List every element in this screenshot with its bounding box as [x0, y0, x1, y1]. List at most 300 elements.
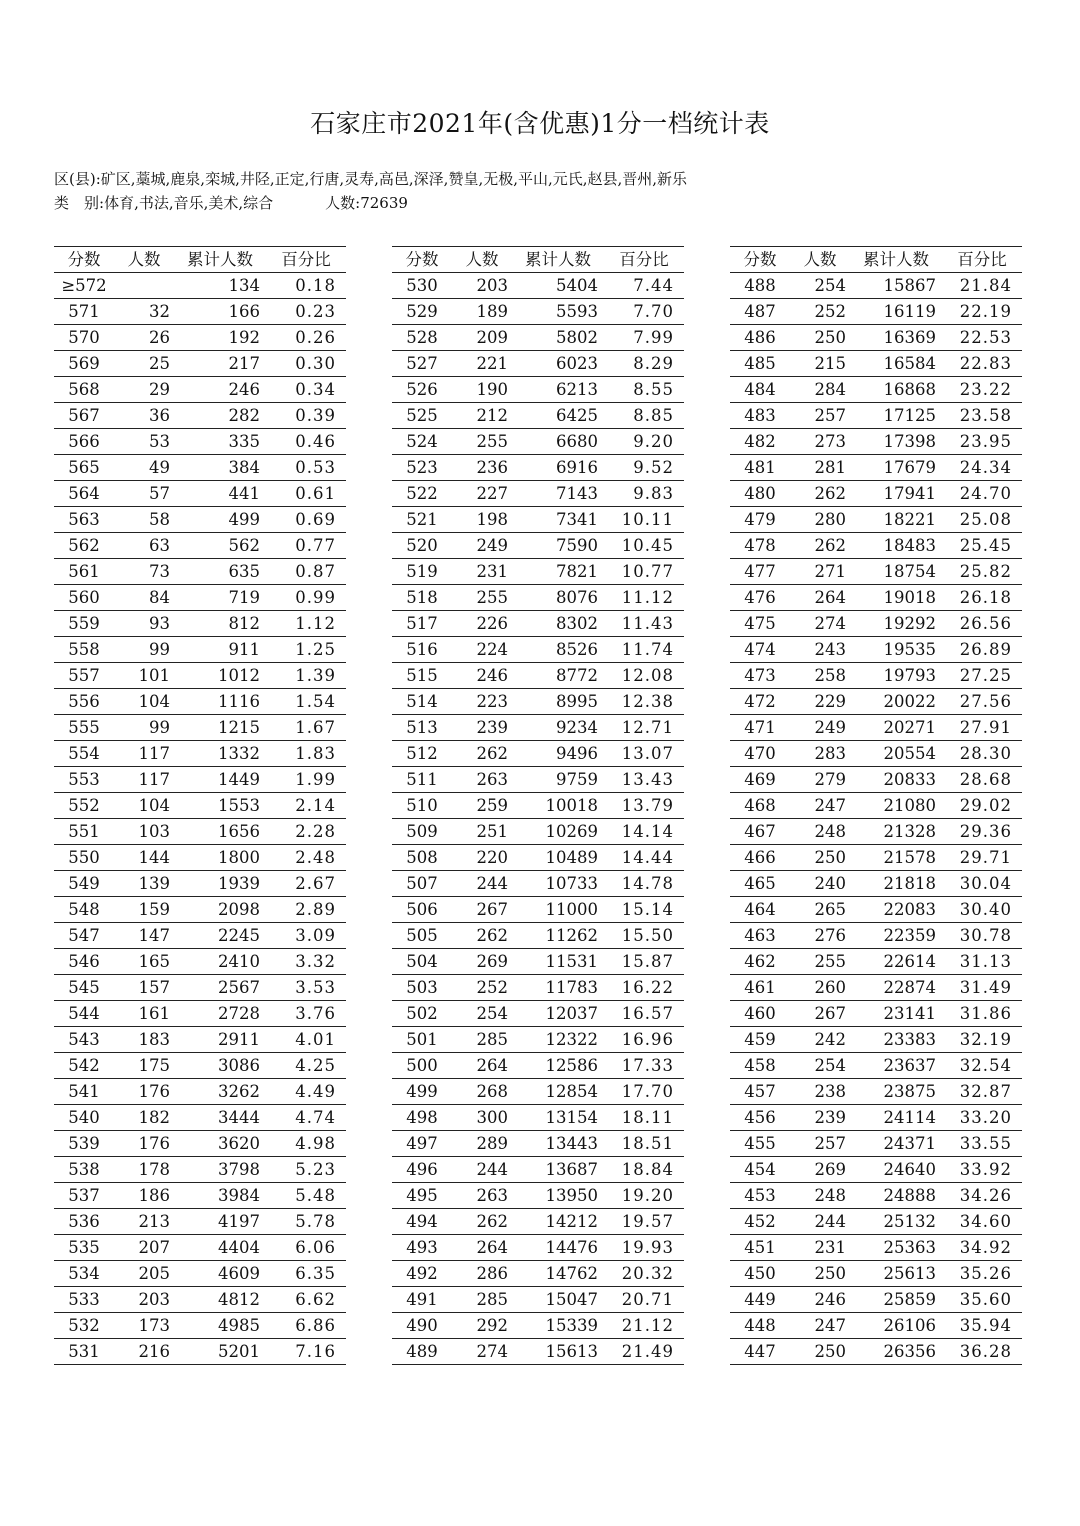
table-row: [730, 1261, 1022, 1287]
cumulative-cell: 3086: [174, 1053, 266, 1079]
score-cell: 549: [54, 871, 114, 897]
count-cell: 259: [452, 793, 512, 819]
count-cell: 176: [114, 1079, 174, 1105]
count-cell: 198: [452, 507, 512, 533]
percent-cell: 29.36: [942, 819, 1022, 845]
cumulative-cell: 5201: [174, 1339, 266, 1365]
cumulative-cell: 2728: [174, 1001, 266, 1027]
count-cell: 213: [114, 1209, 174, 1235]
cumulative-cell: 25363: [850, 1235, 942, 1261]
table-row: [392, 1209, 684, 1235]
count-cell: 139: [114, 871, 174, 897]
score-cell: 546: [54, 949, 114, 975]
count-cell: 203: [452, 273, 512, 299]
cumulative-cell: 25613: [850, 1261, 942, 1287]
cumulative-cell: 335: [174, 429, 266, 455]
table-row: [54, 637, 346, 663]
percent-cell: 8.85: [604, 403, 684, 429]
table-row: [392, 1157, 684, 1183]
header-count: 人数: [114, 247, 174, 273]
cumulative-cell: 24888: [850, 1183, 942, 1209]
score-cell: 448: [730, 1313, 790, 1339]
score-cell: 469: [730, 767, 790, 793]
percent-cell: 1.99: [266, 767, 346, 793]
count-cell: 262: [452, 1209, 512, 1235]
score-cell: 483: [730, 403, 790, 429]
percent-cell: 13.07: [604, 741, 684, 767]
count-cell: 260: [790, 975, 850, 1001]
score-cell: 529: [392, 299, 452, 325]
score-cell: 540: [54, 1105, 114, 1131]
percent-cell: 6.06: [266, 1235, 346, 1261]
percent-cell: 1.25: [266, 637, 346, 663]
header-cumulative: 累计人数: [512, 247, 604, 273]
table-row: [54, 1287, 346, 1313]
count-cell: 63: [114, 533, 174, 559]
cumulative-cell: 23383: [850, 1027, 942, 1053]
table-row: [392, 689, 684, 715]
count-cell: 248: [790, 1183, 850, 1209]
score-cell: 510: [392, 793, 452, 819]
count-cell: 269: [790, 1157, 850, 1183]
table-row: [392, 611, 684, 637]
count-cell: 99: [114, 715, 174, 741]
percent-cell: 31.13: [942, 949, 1022, 975]
cumulative-cell: 7590: [512, 533, 604, 559]
table-row: [54, 949, 346, 975]
table-row: [54, 1183, 346, 1209]
percent-cell: 5.48: [266, 1183, 346, 1209]
cumulative-cell: 2567: [174, 975, 266, 1001]
count-cell: 73: [114, 559, 174, 585]
count-cell: 254: [790, 273, 850, 299]
score-cell: 548: [54, 897, 114, 923]
score-cell: 458: [730, 1053, 790, 1079]
table-row: [54, 741, 346, 767]
percent-cell: 28.68: [942, 767, 1022, 793]
cumulative-cell: 17941: [850, 481, 942, 507]
cumulative-cell: 8526: [512, 637, 604, 663]
percent-cell: 25.45: [942, 533, 1022, 559]
count-cell: 265: [790, 897, 850, 923]
score-cell: 527: [392, 351, 452, 377]
score-cell: 568: [54, 377, 114, 403]
score-cell: 534: [54, 1261, 114, 1287]
score-cell: 473: [730, 663, 790, 689]
percent-cell: 4.01: [266, 1027, 346, 1053]
table-row: [54, 481, 346, 507]
table-row: [730, 949, 1022, 975]
table-row: [54, 273, 346, 299]
percent-cell: 12.08: [604, 663, 684, 689]
table-row: [54, 1105, 346, 1131]
cumulative-cell: 6425: [512, 403, 604, 429]
score-cell: 447: [730, 1339, 790, 1365]
count-cell: 29: [114, 377, 174, 403]
count-cell: 262: [452, 741, 512, 767]
percent-cell: 17.33: [604, 1053, 684, 1079]
table-row: [392, 637, 684, 663]
percent-cell: 18.84: [604, 1157, 684, 1183]
percent-cell: 22.53: [942, 325, 1022, 351]
count-cell: 84: [114, 585, 174, 611]
score-cell: 556: [54, 689, 114, 715]
score-cell: 474: [730, 637, 790, 663]
table-row: [392, 1105, 684, 1131]
table-row: [730, 793, 1022, 819]
cumulative-cell: 13154: [512, 1105, 604, 1131]
cumulative-cell: 4985: [174, 1313, 266, 1339]
cumulative-cell: 384: [174, 455, 266, 481]
table-row: [54, 897, 346, 923]
score-cell: 503: [392, 975, 452, 1001]
count-cell: 215: [790, 351, 850, 377]
count-cell: 255: [452, 585, 512, 611]
count-cell: 58: [114, 507, 174, 533]
header-count: 人数: [452, 247, 512, 273]
table-row: [392, 325, 684, 351]
score-cell: 567: [54, 403, 114, 429]
score-cell: 525: [392, 403, 452, 429]
percent-cell: 25.82: [942, 559, 1022, 585]
cumulative-cell: 8995: [512, 689, 604, 715]
score-cell: 452: [730, 1209, 790, 1235]
table-row: [730, 715, 1022, 741]
cumulative-cell: 6213: [512, 377, 604, 403]
cumulative-cell: 9496: [512, 741, 604, 767]
count-cell: 276: [790, 923, 850, 949]
percent-cell: 0.87: [266, 559, 346, 585]
table-row: [54, 871, 346, 897]
score-cell: 552: [54, 793, 114, 819]
cumulative-cell: 20022: [850, 689, 942, 715]
score-cell: 538: [54, 1157, 114, 1183]
score-cell: 530: [392, 273, 452, 299]
count-cell: 220: [452, 845, 512, 871]
table-row: [54, 1235, 346, 1261]
percent-cell: 13.79: [604, 793, 684, 819]
count-value: 72639: [360, 194, 408, 212]
table-row: [392, 1287, 684, 1313]
percent-cell: 16.22: [604, 975, 684, 1001]
percent-cell: 1.39: [266, 663, 346, 689]
count-cell: 183: [114, 1027, 174, 1053]
score-cell: 536: [54, 1209, 114, 1235]
percent-cell: 32.87: [942, 1079, 1022, 1105]
score-cell: 522: [392, 481, 452, 507]
percent-cell: 11.12: [604, 585, 684, 611]
percent-cell: 7.44: [604, 273, 684, 299]
count-cell: 243: [790, 637, 850, 663]
count-cell: 236: [452, 455, 512, 481]
percent-cell: 0.18: [266, 273, 346, 299]
cumulative-cell: 17679: [850, 455, 942, 481]
cumulative-cell: 21578: [850, 845, 942, 871]
cumulative-cell: 3262: [174, 1079, 266, 1105]
count-cell: 257: [790, 1131, 850, 1157]
table-row: [730, 325, 1022, 351]
cumulative-cell: 26106: [850, 1313, 942, 1339]
cumulative-cell: 2911: [174, 1027, 266, 1053]
table-row: [54, 455, 346, 481]
table-row: [392, 871, 684, 897]
score-cell: 465: [730, 871, 790, 897]
score-cell: 496: [392, 1157, 452, 1183]
percent-cell: 10.77: [604, 559, 684, 585]
percent-cell: 27.91: [942, 715, 1022, 741]
score-cell: 495: [392, 1183, 452, 1209]
cumulative-cell: 19793: [850, 663, 942, 689]
cumulative-cell: 12037: [512, 1001, 604, 1027]
count-cell: 240: [790, 871, 850, 897]
cumulative-cell: 12586: [512, 1053, 604, 1079]
cumulative-cell: 4609: [174, 1261, 266, 1287]
score-cell: 508: [392, 845, 452, 871]
score-cell: 455: [730, 1131, 790, 1157]
table-row: [392, 767, 684, 793]
percent-cell: 34.26: [942, 1183, 1022, 1209]
cumulative-cell: 1553: [174, 793, 266, 819]
table-row: [730, 1157, 1022, 1183]
table-row: [392, 897, 684, 923]
count-cell: 244: [452, 1157, 512, 1183]
cumulative-cell: 16369: [850, 325, 942, 351]
cumulative-cell: 24371: [850, 1131, 942, 1157]
score-cell: 468: [730, 793, 790, 819]
table-row: [392, 793, 684, 819]
count-cell: 250: [790, 325, 850, 351]
table-row: [730, 507, 1022, 533]
table-row: [730, 1131, 1022, 1157]
score-cell: 511: [392, 767, 452, 793]
percent-cell: 0.53: [266, 455, 346, 481]
score-cell: 533: [54, 1287, 114, 1313]
cumulative-cell: 3984: [174, 1183, 266, 1209]
cumulative-cell: 24640: [850, 1157, 942, 1183]
header-percent: 百分比: [266, 247, 346, 273]
table-row: [54, 559, 346, 585]
score-cell: 539: [54, 1131, 114, 1157]
score-cell: 457: [730, 1079, 790, 1105]
score-cell: 561: [54, 559, 114, 585]
cumulative-cell: 12854: [512, 1079, 604, 1105]
cumulative-cell: 166: [174, 299, 266, 325]
header-cumulative: 累计人数: [174, 247, 266, 273]
count-cell: 147: [114, 923, 174, 949]
count-cell: 103: [114, 819, 174, 845]
table-row: [54, 923, 346, 949]
table-row: [392, 1053, 684, 1079]
score-cell: 501: [392, 1027, 452, 1053]
cumulative-cell: 8076: [512, 585, 604, 611]
count-cell: 209: [452, 325, 512, 351]
percent-cell: 23.58: [942, 403, 1022, 429]
count-cell: 257: [790, 403, 850, 429]
percent-cell: 30.40: [942, 897, 1022, 923]
table-row: [730, 923, 1022, 949]
score-cell: 460: [730, 1001, 790, 1027]
cumulative-cell: 217: [174, 351, 266, 377]
count-cell: 32: [114, 299, 174, 325]
score-cell: 565: [54, 455, 114, 481]
cumulative-cell: 17398: [850, 429, 942, 455]
percent-cell: 26.89: [942, 637, 1022, 663]
table-row: [54, 1131, 346, 1157]
percent-cell: 13.43: [604, 767, 684, 793]
page-title: 石家庄市2021年(含优惠)1分一档统计表: [310, 109, 770, 138]
table-row: [392, 455, 684, 481]
table-row: [730, 1053, 1022, 1079]
cumulative-cell: 282: [174, 403, 266, 429]
count-cell: 255: [452, 429, 512, 455]
cumulative-cell: 14476: [512, 1235, 604, 1261]
score-cell: 524: [392, 429, 452, 455]
count-cell: 159: [114, 897, 174, 923]
percent-cell: 16.57: [604, 1001, 684, 1027]
score-cell: 470: [730, 741, 790, 767]
table-row: [54, 325, 346, 351]
table-row: [730, 429, 1022, 455]
table-row: [730, 1235, 1022, 1261]
table-row: [392, 1001, 684, 1027]
cumulative-cell: 2410: [174, 949, 266, 975]
cumulative-cell: 12322: [512, 1027, 604, 1053]
cumulative-cell: 18483: [850, 533, 942, 559]
score-cell: 515: [392, 663, 452, 689]
percent-cell: 18.51: [604, 1131, 684, 1157]
percent-cell: 12.71: [604, 715, 684, 741]
count-cell: 262: [790, 481, 850, 507]
table-row: [730, 819, 1022, 845]
percent-cell: 5.78: [266, 1209, 346, 1235]
count-cell: 289: [452, 1131, 512, 1157]
cumulative-cell: 21328: [850, 819, 942, 845]
count-cell: 229: [790, 689, 850, 715]
count-cell: 262: [452, 923, 512, 949]
count-cell: 175: [114, 1053, 174, 1079]
percent-cell: 0.99: [266, 585, 346, 611]
percent-cell: 0.77: [266, 533, 346, 559]
cumulative-cell: 1656: [174, 819, 266, 845]
count-cell: 157: [114, 975, 174, 1001]
count-cell: 262: [790, 533, 850, 559]
percent-cell: 10.11: [604, 507, 684, 533]
count-cell: 238: [790, 1079, 850, 1105]
count-cell: 258: [790, 663, 850, 689]
percent-cell: 6.35: [266, 1261, 346, 1287]
table-row: [392, 429, 684, 455]
score-cell: 463: [730, 923, 790, 949]
count-cell: 117: [114, 767, 174, 793]
cumulative-cell: 10269: [512, 819, 604, 845]
cumulative-cell: 25859: [850, 1287, 942, 1313]
count-cell: 246: [452, 663, 512, 689]
percent-cell: 3.32: [266, 949, 346, 975]
percent-cell: 35.60: [942, 1287, 1022, 1313]
score-cell: 479: [730, 507, 790, 533]
cumulative-cell: 1116: [174, 689, 266, 715]
cumulative-cell: 19018: [850, 585, 942, 611]
cumulative-cell: 13687: [512, 1157, 604, 1183]
percent-cell: 24.70: [942, 481, 1022, 507]
percent-cell: 1.12: [266, 611, 346, 637]
score-cell: 553: [54, 767, 114, 793]
cumulative-cell: 562: [174, 533, 266, 559]
percent-cell: 35.26: [942, 1261, 1022, 1287]
cumulative-cell: 4812: [174, 1287, 266, 1313]
percent-cell: 4.98: [266, 1131, 346, 1157]
cumulative-cell: 15867: [850, 273, 942, 299]
cumulative-cell: 26356: [850, 1339, 942, 1365]
table-row: [730, 1209, 1022, 1235]
count-cell: 226: [452, 611, 512, 637]
cumulative-cell: 499: [174, 507, 266, 533]
category-label: 类 别:: [54, 194, 105, 212]
percent-cell: 15.87: [604, 949, 684, 975]
count-cell: 53: [114, 429, 174, 455]
table-row: [54, 1157, 346, 1183]
score-cell: 492: [392, 1261, 452, 1287]
count-cell: 246: [790, 1287, 850, 1313]
score-cell: 467: [730, 819, 790, 845]
table-row: [392, 403, 684, 429]
score-cell: 514: [392, 689, 452, 715]
percent-cell: 4.74: [266, 1105, 346, 1131]
percent-cell: 29.02: [942, 793, 1022, 819]
percent-cell: 16.96: [604, 1027, 684, 1053]
percent-cell: 0.23: [266, 299, 346, 325]
count-cell: 244: [452, 871, 512, 897]
table-row: [392, 1313, 684, 1339]
table-row: [730, 767, 1022, 793]
cumulative-cell: 15613: [512, 1339, 604, 1365]
count-cell: 93: [114, 611, 174, 637]
table-row: [54, 507, 346, 533]
cumulative-cell: 3798: [174, 1157, 266, 1183]
count-cell: 244: [790, 1209, 850, 1235]
score-cell: 499: [392, 1079, 452, 1105]
cumulative-cell: 719: [174, 585, 266, 611]
score-cell: 532: [54, 1313, 114, 1339]
table-row: [392, 507, 684, 533]
table-row: [730, 481, 1022, 507]
table-row: [54, 585, 346, 611]
count-cell: 144: [114, 845, 174, 871]
header-cumulative: 累计人数: [850, 247, 942, 273]
score-cell: 476: [730, 585, 790, 611]
cumulative-cell: 21818: [850, 871, 942, 897]
score-cell: 449: [730, 1287, 790, 1313]
cumulative-cell: 14212: [512, 1209, 604, 1235]
table-row: [392, 845, 684, 871]
percent-cell: 0.69: [266, 507, 346, 533]
percent-cell: 6.62: [266, 1287, 346, 1313]
score-cell: 471: [730, 715, 790, 741]
cumulative-cell: 11000: [512, 897, 604, 923]
percent-cell: 17.70: [604, 1079, 684, 1105]
percent-cell: 1.67: [266, 715, 346, 741]
percent-cell: 9.83: [604, 481, 684, 507]
score-cell: 500: [392, 1053, 452, 1079]
score-cell: 570: [54, 325, 114, 351]
table-row: [730, 1105, 1022, 1131]
count-cell: 284: [790, 377, 850, 403]
table-row: [54, 1261, 346, 1287]
percent-cell: 27.56: [942, 689, 1022, 715]
percent-cell: 3.09: [266, 923, 346, 949]
cumulative-cell: 6023: [512, 351, 604, 377]
percent-cell: 2.28: [266, 819, 346, 845]
